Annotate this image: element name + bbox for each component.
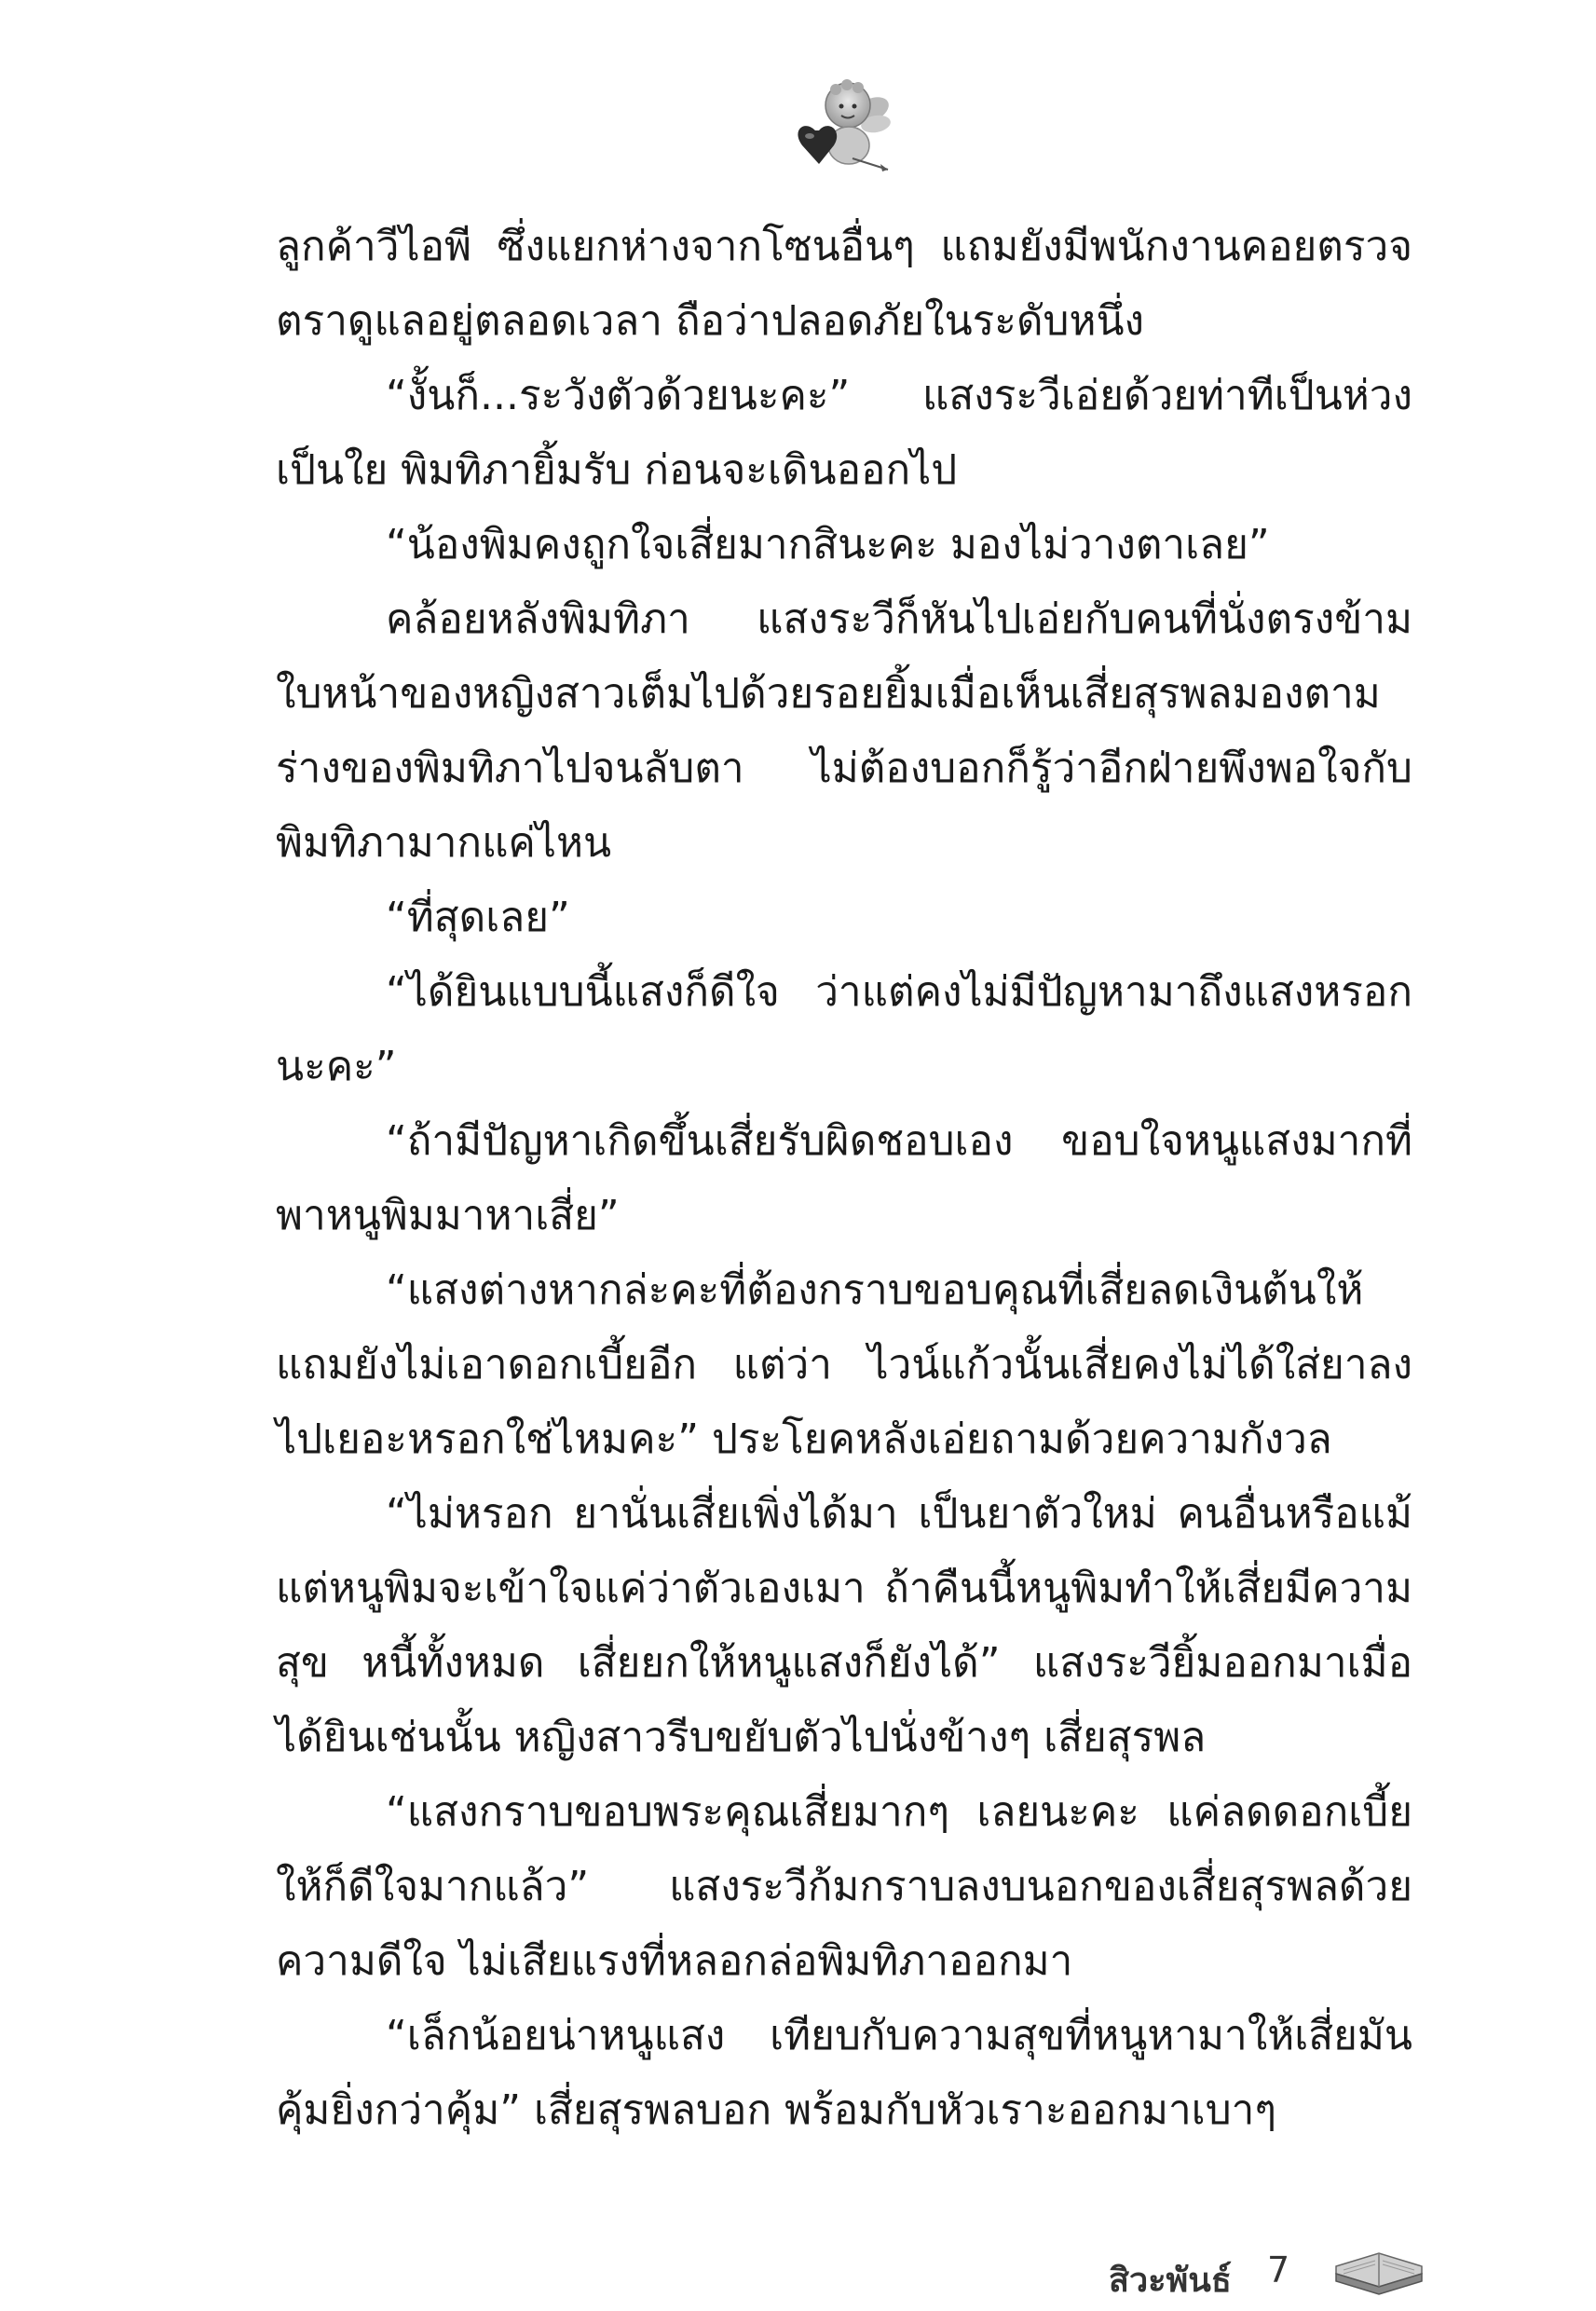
paragraph: “น้องพิมคงถูกใจเสี่ยมากสินะคะ มองไม่วางตาเลย” bbox=[386, 521, 1270, 568]
page-footer bbox=[1109, 2246, 1425, 2302]
paragraph: “ได้ยินแบบนี้แสงก็ดีใจ ว่าแต่คงไม่มีปัญหามาถึงแสงหรอกนะคะ” bbox=[276, 968, 1412, 1090]
paragraph: “ไม่หรอก ยานั่นเสี่ยเพิ่งได้มา เป็นยาตัวใหม่ คนอื่นหรือแม้แต่หนูพิมจะเข้าใจแค่ว่าตัวเองเมา ถ้าคืนนี้หนูพิมทำให้เสี่ยมีความสุข หนี้ทั้งหมด เสี่ยยกให้หนูแสงก็ยังได้” แสงระวียิ้มออกมาเมื่อได้ยินเช่นนั้น หญิงสาวรีบขยับตัวไปนั่งข้างๆ เสี่ยสุรพล bbox=[276, 1490, 1412, 1761]
paragraph: “แสงต่างหากล่ะคะที่ต้องกราบขอบคุณที่เสี่ยลดเงินต้นให้ แถมยังไม่เอาดอกเบี้ยอีก แต่ว่า ไวน์แก้วนั้นเสี่ยคงไม่ได้ใส่ยาลงไปเยอะหรอกใช่ไหมคะ” ประโยคหลังเอ่ยถามด้วยความกังวล bbox=[276, 1266, 1412, 1463]
page-number: 7 bbox=[1267, 2249, 1290, 2290]
paragraph: “งั้นก็...ระวังตัวด้วยนะคะ” แสงระวีเอ่ยด้วยท่าทีเป็นห่วงเป็นใย พิมทิภายิ้มรับ ก่อนจะเดินออกไป bbox=[276, 372, 1412, 494]
cupid-heart-icon bbox=[787, 73, 899, 175]
book-icon bbox=[1332, 2246, 1425, 2298]
body-text bbox=[276, 210, 1412, 2148]
paragraph: “ที่สุดเลย” bbox=[386, 894, 570, 941]
paragraph: “เล็กน้อยน่าหนูแสง เทียบกับความสุขที่หนูหามาให้เสี่ยมันคุ้มยิ่งกว่าคุ้ม” เสี่ยสุรพลบอก พร้อมกับหัวเราะออกมาเบาๆ bbox=[276, 2012, 1412, 2134]
paragraph: ลูกค้าวีไอพี ซึ่งแยกห่างจากโซนอื่นๆ แถมยังมีพนักงานคอยตรวจตราดูแลอยู่ตลอดเวลา ถือว่าปลอดภัยในระดับหนึ่ง bbox=[276, 223, 1412, 345]
paragraph: คล้อยหลังพิมทิภา แสงระวีก็หันไปเอ่ยกับคนที่นั่งตรงข้าม ใบหน้าของหญิงสาวเต็มไปด้วยรอยยิ้มเมื่อเห็นเสี่ยสุรพลมองตามร่างของพิมทิภาไปจนลับตา ไม่ต้องบอกก็รู้ว่าอีกฝ่ายพึงพอใจกับพิมทิภามากแค่ไหน bbox=[276, 595, 1412, 867]
paragraph: “ถ้ามีปัญหาเกิดขึ้นเสี่ยรับผิดชอบเอง ขอบใจหนูแสงมากที่พาหนูพิมมาหาเสี่ย” bbox=[276, 1117, 1412, 1239]
book-title: สิวะพันธ์ bbox=[1109, 2262, 1232, 2300]
paragraph: “แสงกราบขอบพระคุณเสี่ยมากๆ เลยนะคะ แค่ลดดอกเบี้ยให้ก็ดีใจมากแล้ว” แสงระวีก้มกราบลงบนอกของเสี่ยสุรพลด้วยความดีใจ ไม่เสียแรงที่หลอกล่อพิมทิภาออกมา bbox=[276, 1788, 1412, 1985]
